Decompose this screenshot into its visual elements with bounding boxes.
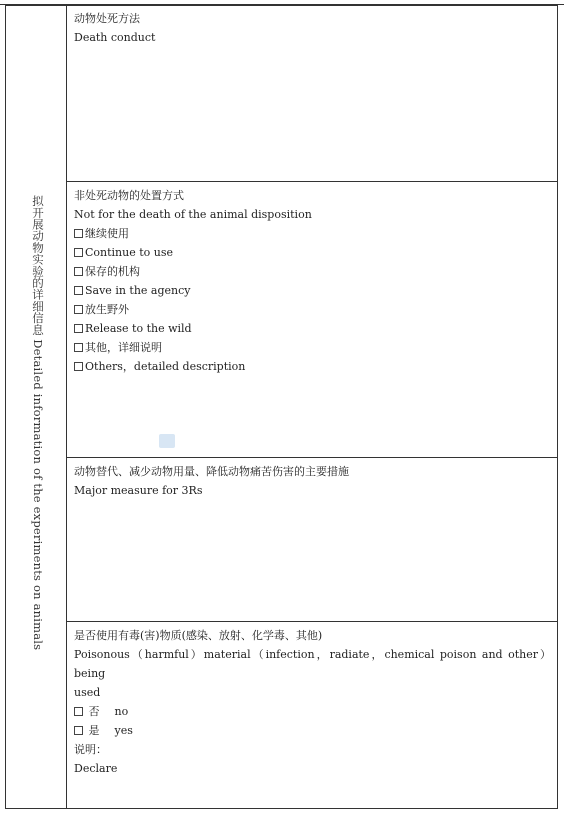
- option-other-en[interactable]: Others，detailed description: [74, 357, 551, 376]
- declare-label-en: Declare: [74, 762, 118, 775]
- option-agency-en[interactable]: Save in the agency: [74, 281, 551, 300]
- option-agency-zh[interactable]: 保存的机构: [74, 262, 551, 281]
- option-other-zh[interactable]: 其他，详细说明: [74, 338, 551, 357]
- watermark-logo: [159, 434, 175, 448]
- poison-desc-en-2: used: [74, 686, 101, 699]
- 3rs-title-en: Major measure for 3Rs: [74, 484, 203, 497]
- checkbox[interactable]: [74, 248, 83, 257]
- checkbox[interactable]: [74, 286, 83, 295]
- checkbox[interactable]: [74, 324, 83, 333]
- poison-title-zh: 是否使用有毒(害)物质(感染、放射、化学毒、其他): [74, 629, 323, 642]
- checkbox[interactable]: [74, 726, 83, 735]
- option-continue-zh[interactable]: 继续使用: [74, 224, 551, 243]
- option-release-en[interactable]: Release to the wild: [74, 319, 551, 338]
- poison-desc-en-1: Poisonous（harmful）material（infection，radiate，chemical poison and other）being: [74, 648, 551, 680]
- option-no[interactable]: 否 no: [74, 702, 551, 721]
- 3rs-section: [67, 458, 558, 622]
- checkbox[interactable]: [74, 707, 83, 716]
- poison-section: [67, 622, 558, 809]
- option-yes[interactable]: 是 yes: [74, 721, 551, 740]
- option-release-zh[interactable]: 放生野外: [74, 300, 551, 319]
- option-continue-en[interactable]: Continue to use: [74, 243, 551, 262]
- vertical-title: 拟开展动物实验的详细信息 Detailed information of the experiments on animals: [31, 195, 45, 651]
- checkbox[interactable]: [74, 229, 83, 238]
- checkbox[interactable]: [74, 305, 83, 314]
- checkbox[interactable]: [74, 267, 83, 276]
- checkbox[interactable]: [74, 362, 83, 371]
- disposition-section: [67, 182, 558, 458]
- disposition-title-en: Not for the death of the animal disposition: [74, 208, 312, 221]
- left-label-column: [5, 5, 67, 809]
- death-conduct-section: [67, 5, 558, 182]
- death-conduct-title-zh: 动物处死方法: [74, 12, 140, 25]
- disposition-title-zh: 非处死动物的处置方式: [74, 189, 184, 202]
- declare-label-zh: 说明：: [74, 743, 107, 756]
- death-conduct-title-en: Death conduct: [74, 31, 156, 44]
- 3rs-title-zh: 动物替代、减少动物用量、降低动物痛苦伤害的主要措施: [74, 465, 349, 478]
- checkbox[interactable]: [74, 343, 83, 352]
